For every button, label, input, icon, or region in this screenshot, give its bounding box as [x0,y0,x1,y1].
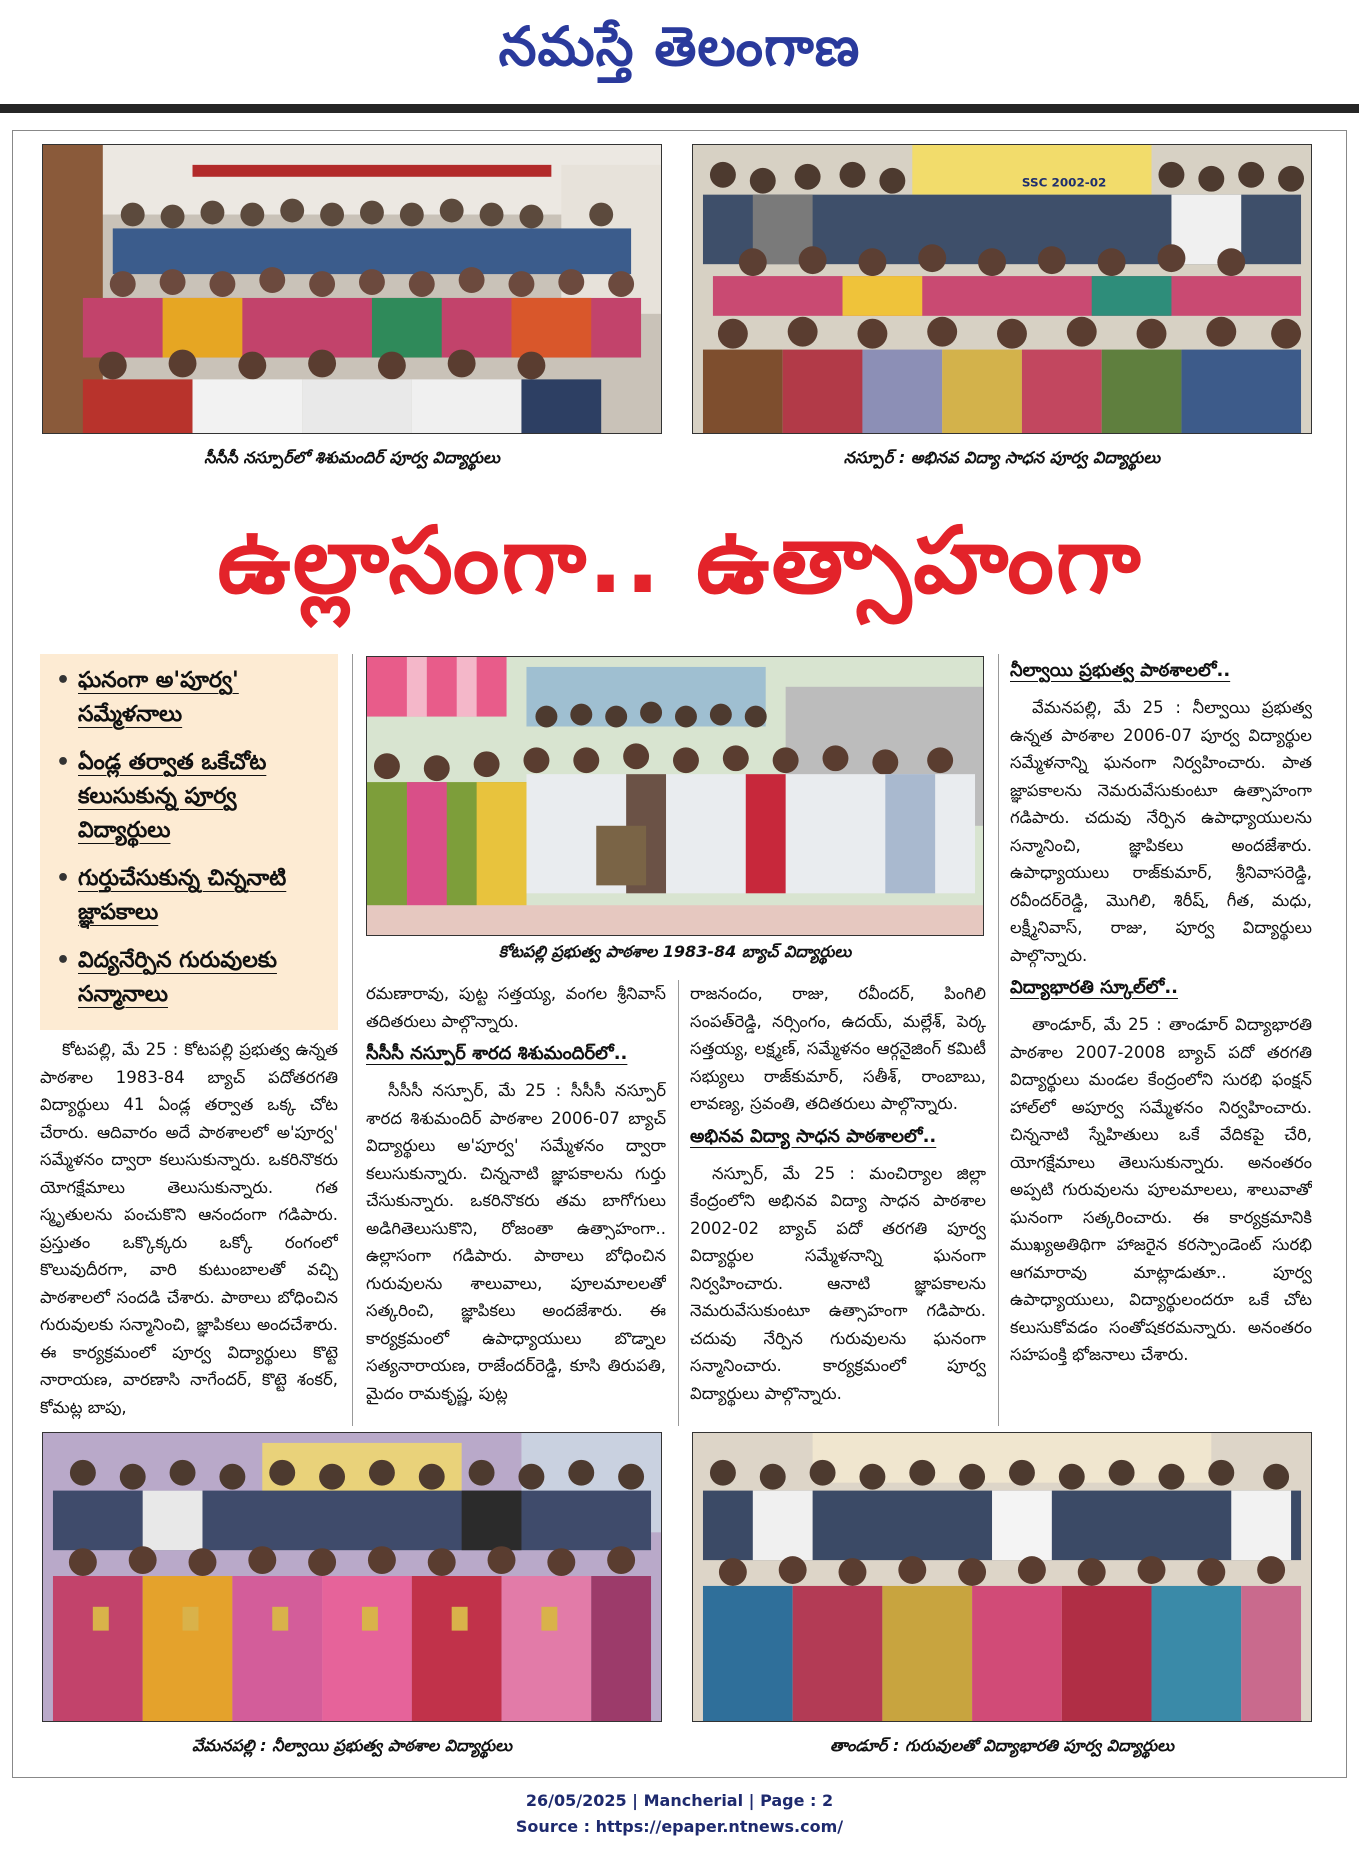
highlight-item [54,862,324,930]
photo-top-right [692,144,1312,434]
caption-bottom-right: తాండూర్‌ : గురువులతో విద్యాభారతి పూర్వ విద్యార్థులు [829,1736,1174,1755]
article-neelwai [1010,652,1312,1428]
photo-center [366,656,984,936]
caption-top-left: సీసీసీ నస్పూర్‌లో శిశుమందిర్‌ పూర్వ విద్యార్థులు [204,448,500,467]
photo-top-left [42,144,662,434]
article-continuation: రాజనందం, రాజు, రవీందర్‌, పింగిలి సంపత్‌రెడ్డి, నర్సింగం, ఉదయ్‌, మల్లేశ్‌, పెర్క సత్తయ్య, లక్ష్మణ్‌, సమ్మేళనం ఆర్గనైజింగ్‌ కమిటీ సభ్యులు రాజ్‌కుమార్‌, సతీశ్‌, రాంబాబు, లావణ్య, స్రవంతి, తదితరులు పాల్గొన్నారు. [690,984,986,1113]
subhead-vidyabharathi: విద్యాభారతి స్కూల్‌లో.. [1010,977,1178,998]
article-body: వేమనపల్లి, మే 25 : నీల్వాయి ప్రభుత్వ ఉన్నత పాఠశాల 2006-07 పూర్వ విద్యార్థుల సమ్మేళనాన్ని ఘనంగా నిర్వహించారు. పాత జ్ఞాపకాలను నెమరువేసుకుంటూ ఉత్సాహంగా గడిపారు. చదువు నేర్పిన ఉపాధ్యాయులను సన్మానించి, జ్ఞాపికలు అందజేశారు. ఉపాధ్యాయులు రాజ్‌కుమార్‌, శ్రీనివాసరెడ్డి, రవీందర్‌రెడ్డి, మొగిలి, శిరీష్‌, గీత, మధు, లక్ష్మీనివాస్‌, రాజు, పూర్వ విద్యార్థులు పాల్గొన్నారు. [1010,698,1312,965]
highlight-item [54,746,324,848]
highlight-text: గుర్తుచేసుకున్న చిన్ననాటి జ్ఞాపకాలు [78,866,287,925]
article-abhinava [690,980,986,1428]
highlight-text: ఏండ్ల తర్వాత ఒకేచోట కలుసుకున్న పూర్వ విద్యార్థులు [78,750,267,843]
group-photo-image [43,145,661,433]
highlight-text: ఘనంగా అ'పూర్వ' సమ్మేళనాలు [78,668,239,727]
caption-bottom-left: వేమనపల్లి : నీల్వాయి ప్రభుత్వ పాఠశాల విద్యార్థులు [191,1736,513,1755]
photo-bottom-right [692,1432,1312,1722]
subhead-ccc: సీసీసీ నస్పూర్‌ శారద శిశుమందిర్‌లో.. [366,1043,628,1064]
article-ccc [366,980,666,1428]
masthead-rule [0,104,1359,113]
highlight-text: విద్యనేర్పిన గురువులకు సన్మానాలు [78,948,277,1007]
highlights-box [40,654,338,1030]
highlight-item [54,664,324,732]
caption-top-right: నస్పూర్‌ : అభినవ విద్యా సాధన పూర్వ విద్యార్థులు [843,448,1161,467]
group-photo-image [693,145,1311,433]
article-body: తాండూర్‌, మే 25 : తాండూర్‌ విద్యాభారతి పాఠశాల 2007-2008 బ్యాచ్‌ పదో తరగతి విద్యార్థులు మండల కేంద్రంలోని సురభి ఫంక్షన్‌ హాల్‌లో అపూర్వ సమ్మేళనం నిర్వహించారు. చిన్ననాటి స్నేహితులు ఒకే వేదికపై చేరి, యోగక్షేమాలు తెలుసుకున్నారు. అనంతరం అప్పటి గురువులను పూలమాలలు, శాలువాతో ఘనంగా సత్కరించారు. ఈ కార్యక్రమానికి ముఖ్యఅతిథిగా హాజరైన కరస్పాండెంట్‌ సురభి ఆగమారావు మాట్లాడుతూ.. పూర్వ ఉపాధ్యాయులు, విద్యార్థులందరూ ఒకే చోట కలుసుకోవడం సంతోషకరమన్నారు. అనంతరం సహపంక్తి భోజనాలు చేశారు. [1010,1015,1312,1364]
caption-center: కోటపల్లి ప్రభుత్వ పాఠశాల 1983-84 బ్యాచ్‌ విద్యార్థులు [498,942,852,961]
event-banner: SSC 2002-02 [1021,175,1107,190]
newspaper-logo: నమస్తే తెలంగాణ [498,14,861,78]
subhead-abhinava: అభినవ విద్యా సాధన పాఠశాలలో.. [690,1125,937,1147]
article-body: కోటపల్లి, మే 25 : కోటపల్లి ప్రభుత్వ ఉన్నత పాఠశాల 1983-84 బ్యాచ్‌ పదోతరగతి విద్యార్థులు 41 ఏండ్ల తర్వాత ఒక్క చోట చేరారు. ఆదివారం అదే పాఠశాలలో అ'పూర్వ' సమ్మేళనం ద్వారా కలుసుకున్నారు. ఒకరినొకరు యోగక్షేమాలు తెలుసుకున్నారు. గత స్మృతులను పంచుకొని ఆనందంగా గడిపారు. ప్రస్తుతం ఒక్కొక్కరు ఒక్కో రంగంలో కొలువుదీరగా, వారి కుటుంబాలతో వచ్చి పాఠశాలలో సందడి చేశారు. పాఠాలు బోధించిన గురువులకు సన్మానించి, జ్ఞాపికలు అందచేశారు. ఈ కార్యక్రమంలో పూర్వ విద్యార్థులు కొట్టె నారాయణ, వారణాసి నాగేందర్‌, కొట్టె శంకర్‌, కోమట్ల బాపు, [40,1040,338,1417]
photo-bottom-left [42,1432,662,1722]
masthead [0,0,1359,100]
article-continuation: రమణారావు, పుట్ట సత్తయ్య, వంగల శ్రీనివాస్‌ తదితరులు పాల్గొన్నారు. [366,984,666,1031]
group-photo-image [43,1433,661,1721]
column-divider [352,654,353,1426]
article-body: సీసీసీ నస్పూర్‌, మే 25 : సీసీసీ నస్పూర్‌ శారద శిశుమందిర్‌ పాఠశాల 2006-07 బ్యాచ్‌ విద్యార్థులు అ'పూర్వ' సమ్మేళనం ద్వారా కలుసుకున్నారు. చిన్ననాటి జ్ఞాపకాలను గుర్తు చేసుకున్నారు. ఒకరినొకరు తమ బాగోగులు అడిగితెలుసుకొని, రోజంతా ఉత్సాహంగా.. ఉల్లాసంగా గడిపారు. పాఠాలు బోధించిన గురువులను శాలువాలు, పూలమాలలతో సత్కరించి, జ్ఞాపికలు అందజేశారు. ఈ కార్యక్రమంలో ఉపాధ్యాయులు బొడ్నాల సత్యనారాయణ, రాజేందర్‌రెడ్డి, కూసి తిరుపతి, మైదం రామకృష్ణ, పుట్ల [366,1081,666,1403]
highlight-item [54,944,324,1012]
headline: ఉల్లాసంగా.. ఉత్సాహంగా [217,507,1143,614]
page-footer [0,1788,1359,1840]
footer-edition: 26/05/2025 | Mancherial | Page : 2 [525,1791,834,1810]
group-photo-image [367,657,983,935]
article-kotapalli [40,1036,338,1428]
article-body: నస్పూర్‌, మే 25 : మంచిర్యాల జిల్లా కేంద్రంలోని అభినవ విద్యా సాధన పాఠశాల 2002-02 బ్యాచ్‌ పదో తరగతి పూర్వ విద్యార్థుల సమ్మేళనాన్ని ఘనంగా నిర్వహించారు. ఆనాటి జ్ఞాపకాలను నెమరువేసుకుంటూ ఉత్సాహంగా గడిపారు. చదువు నేర్పిన గురువులను ఘనంగా సన్మానించారు. కార్యక్రమంలో పూర్వ విద్యార్థులు పాల్గొన్నారు. [690,1163,986,1403]
group-photo-image [693,1433,1311,1721]
subhead-neelwai: నీల్వాయి ప్రభుత్వ పాఠశాలలో.. [1010,660,1231,681]
column-divider [678,980,679,1426]
footer-source: Source : https://epaper.ntnews.com/ [515,1817,844,1836]
column-divider [998,654,999,1426]
